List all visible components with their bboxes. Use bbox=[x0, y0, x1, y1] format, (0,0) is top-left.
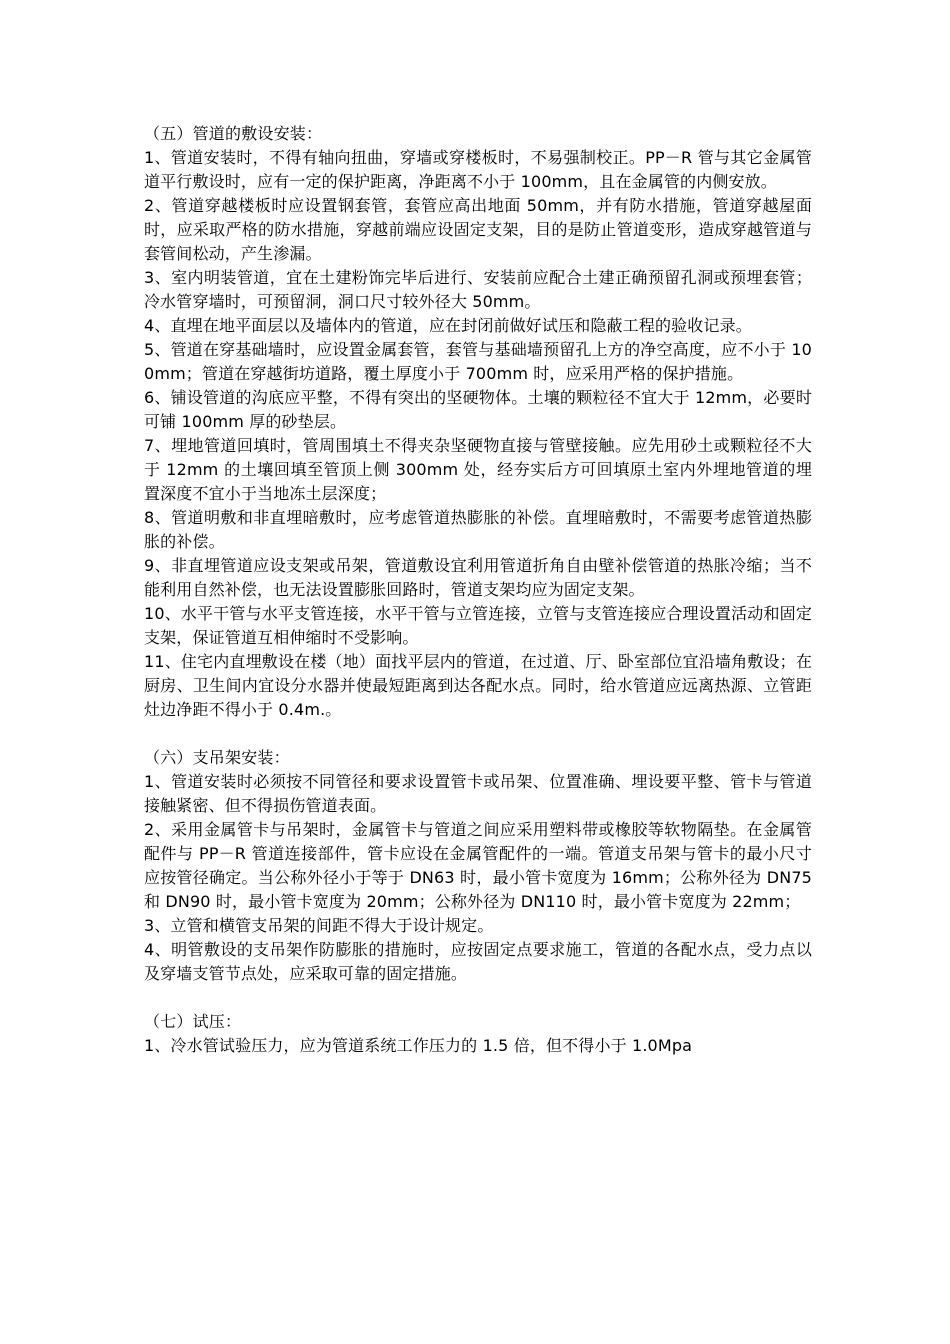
list-item: 5、管道在穿基础墙时，应设置金属套管，套管与基础墙预留孔上方的净空高度，应不小于 100mm；管道在穿越街坊道路，覆土厚度小于 700mm 时，应采用严格的保护措施。 bbox=[144, 340, 812, 383]
section-heading: （七）试压： bbox=[144, 1012, 242, 1031]
section-heading: （六）支吊架安装： bbox=[144, 748, 290, 767]
section-pressure-test bbox=[144, 1010, 812, 1058]
list-item: 4、明管敷设的支吊架作防膨胀的措施时，应按固定点要求施工，管道的各配水点，受力点以及穿墙支管节点处，应采取可靠的固定措施。 bbox=[144, 940, 812, 983]
list-item: 2、采用金属管卡与吊架时，金属管卡与管道之间应采用塑料带或橡胶等软物隔垫。在金属管配件与 PP－R 管道连接部件，管卡应设在金属管配件的一端。管道支吊架与管卡的最小尺寸应按管径确定。当公称外径小于等于 DN63 时，最小管卡宽度为 16mm；公称外径为 DN75 和 DN90 时，最小管卡宽度为 20mm；公称外径为 DN110 时，最小管卡宽度为 22mm； bbox=[144, 820, 812, 911]
document-page bbox=[144, 122, 812, 1058]
list-item: 6、铺设管道的沟底应平整，不得有突出的坚硬物体。土壤的颗粒径不宜大于 12mm，必要时可铺 100mm 厚的砂垫层。 bbox=[144, 388, 812, 431]
section-pipe-laying bbox=[144, 122, 812, 722]
list-item: 1、管道安装时，不得有轴向扭曲，穿墙或穿楼板时，不易强制校正。PP－R 管与其它金属管道平行敷设时，应有一定的保护距离，净距离不小于 100mm，且在金属管的内侧安放。 bbox=[144, 148, 812, 191]
list-item: 11、住宅内直埋敷设在楼（地）面找平层内的管道，在过道、厅、卧室部位宜沿墙角敷设；在厨房、卫生间内宜设分水器并使最短距离到达各配水点。同时，给水管道应远离热源、立管距灶边净距不得小于 0.4m.。 bbox=[144, 652, 812, 719]
list-item: 3、室内明装管道，宜在土建粉饰完毕后进行、安装前应配合土建正确预留孔洞或预埋套管；冷水管穿墙时，可预留洞，洞口尺寸较外径大 50mm。 bbox=[144, 268, 812, 311]
list-item: 1、管道安装时必须按不同管径和要求设置管卡或吊架、位置准确、埋设要平整、管卡与管道接触紧密、但不得损伤管道表面。 bbox=[144, 772, 812, 815]
section-hanger-installation bbox=[144, 746, 812, 986]
list-item: 9、非直埋管道应设支架或吊架，管道敷设宜利用管道折角自由壁补偿管道的热胀冷缩；当不能利用自然补偿，也无法设置膨胀回路时，管道支架均应为固定支架。 bbox=[144, 556, 812, 599]
list-item: 3、立管和横管支吊架的间距不得大于设计规定。 bbox=[144, 916, 494, 935]
list-item: 1、冷水管试验压力，应为管道系统工作压力的 1.5 倍，但不得小于 1.0Mpa bbox=[144, 1036, 693, 1055]
list-item: 8、管道明敷和非直埋暗敷时，应考虑管道热膨胀的补偿。直埋暗敷时，不需要考虑管道热膨胀的补偿。 bbox=[144, 508, 812, 551]
list-item: 10、水平干管与水平支管连接，水平干管与立管连接，立管与支管连接应合理设置活动和固定支架，保证管道互相伸缩时不受影响。 bbox=[144, 604, 812, 647]
list-item: 7、埋地管道回填时，管周围填土不得夹杂坚硬物直接与管壁接触。应先用砂土或颗粒径不大于 12mm 的土壤回填至管顶上侧 300mm 处，经夯实后方可回填原土室内外埋地管道的埋置深度不宜小于当地冻土层深度； bbox=[144, 436, 812, 503]
list-item: 4、直埋在地平面层以及墙体内的管道，应在封闭前做好试压和隐蔽工程的验收记录。 bbox=[144, 316, 752, 335]
list-item: 2、管道穿越楼板时应设置钢套管，套管应高出地面 50mm，并有防水措施，管道穿越屋面时，应采取严格的防水措施，穿越前端应设固定支架，目的是防止管道变形，造成穿越管道与套管间松动，产生渗漏。 bbox=[144, 196, 812, 263]
section-heading: （五）管道的敷设安装： bbox=[144, 124, 323, 143]
